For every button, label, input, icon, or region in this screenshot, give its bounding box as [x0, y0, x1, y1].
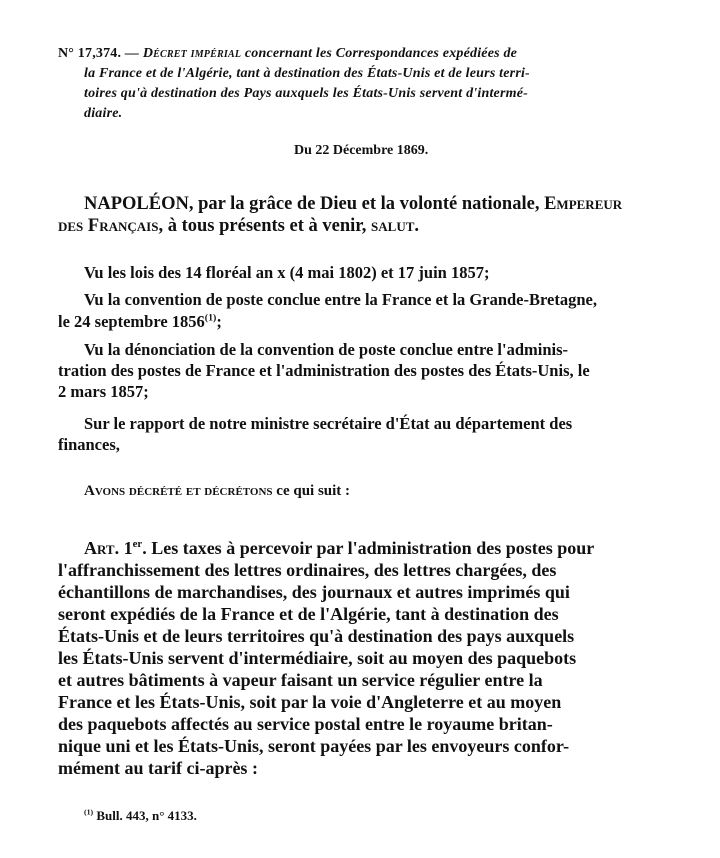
decree-number: N° 17,374.	[58, 46, 122, 61]
article-line: et autres bâtiments à vapeur faisant un service régulier entre la	[58, 670, 543, 690]
preamble-line-1: NAPOLÉON, par la grâce de Dieu et la volonté nationale, Empereur	[84, 194, 623, 214]
article-line: des paquebots affectés au service postal entre le royaume britan-	[58, 714, 553, 734]
decree-title: Décret impérial	[142, 46, 242, 61]
article-line: mément au tarif ci-après :	[58, 758, 258, 778]
consideration-line: Vu la convention de poste conclue entre la France et la Grande-Bretagne,	[84, 290, 597, 309]
footnote: $^{(1)}$ Bull. 443, n° 4133.	[84, 807, 197, 823]
consideration-line: le 24 septembre 1856$^{(1)}$;	[58, 312, 222, 331]
article-label: Art. 1	[84, 538, 133, 558]
article-line: nique uni et les États-Unis, seront payées par les envoyeurs confor-	[58, 736, 570, 756]
consideration-line: Vu les lois des 14 floréal an x (4 mai 1802) et 17 juin 1857;	[84, 263, 490, 282]
article-line: échantillons de marchandises, des journaux et autres imprimés qui	[58, 582, 570, 602]
decree-formula: Avons décrété et décrétons ce qui suit :	[84, 483, 351, 499]
emperor-name: NAPOLÉON	[84, 194, 189, 214]
article-line: France et les États-Unis, soit par la voie d'Angleterre et au moyen	[58, 692, 562, 712]
heading-line-2: la France et de l'Algérie, tant à destination des États-Unis et de leurs terri-	[84, 66, 530, 81]
article-line: l'affranchissement des lettres ordinaires, des lettres chargées, des	[58, 560, 557, 580]
consideration-line: Sur le rapport de notre ministre secrétaire d'État au département des	[84, 414, 573, 433]
article-line: Art. 1er. Les taxes à percevoir par l'administration des postes pour	[84, 538, 595, 558]
article-line: États-Unis et de leurs territoires qu'à destination des pays auxquels	[58, 626, 575, 646]
article-line: les États-Unis servent d'intermédiaire, soit au moyen des paquebots	[58, 648, 577, 668]
heading-line-4: diaire.	[84, 106, 123, 121]
footnote-ref: (1)	[204, 312, 217, 324]
consideration-line: finances,	[58, 435, 120, 454]
heading-line-3: toires qu'à destination des Pays auxquels les États-Unis servent d'intermé-	[84, 86, 528, 101]
consideration-line: 2 mars 1857;	[58, 382, 149, 401]
consideration-line: tration des postes de France et l'administration des postes des États-Unis, le	[58, 361, 590, 380]
consideration-line: Vu la dénonciation de la convention de poste conclue entre l'adminis-	[84, 340, 569, 359]
decree-date: Du 22 Décembre 1869.	[294, 143, 429, 158]
footnote-marker: (1)	[84, 807, 94, 817]
preamble-line-2: des Français, à tous présents et à venir, salut.	[58, 216, 420, 236]
heading-line-1: N° 17,374. — Décret impérial concernant les Correspondances expédiées de	[58, 46, 518, 61]
article-line: seront expédiés de la France et de l'Algérie, tant à destination des	[58, 604, 559, 624]
